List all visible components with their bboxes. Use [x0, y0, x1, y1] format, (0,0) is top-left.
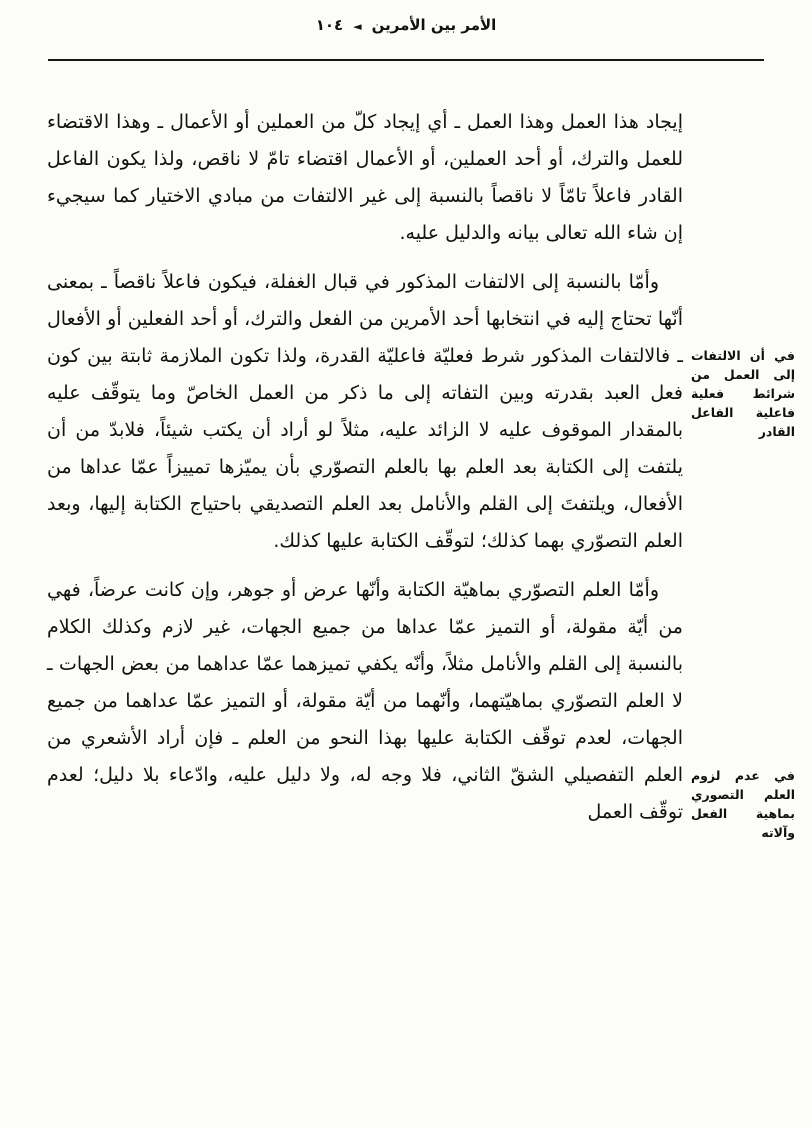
page-number: ١٠٤ — [315, 16, 344, 34]
page-header — [0, 16, 812, 34]
paragraph: إيجاد هذا العمل وهذا العمل ـ أي إيجاد كلّ من العملين أو الأعمال ـ وهذا الاقتضاء للعمل والترك، أو أحد العملين، أو الأعمال اقتضاء تامّ لا ناقص، ولذا يكون الفاعل القادر فاعلاً تامّاً لا ناقصاً بالنسبة إلى غير الالتفات من مبادي الاختيار كما سيجيء إن شاء الله تعالى بيانه والدليل عليه. — [47, 111, 683, 244]
main-text-column — [47, 104, 683, 843]
paragraph: وأمّا العلم التصوّري بماهيّة الكتابة وأنّها عرض أو جوهر، وإن كانت عرضاً، فهي من أيّة مقولة، أو التميز عمّا عداها من جميع الجهات، غير لازم وكذلك الكلام بالنسبة إلى القلم والأنامل مثلاً، وأنّه يكفي تميزهما عمّا عداهما من بعض الجهات ـ لا العلم التصوّري بماهيّتهما، وأنّهما من أيّة مقولة، أو التميز عمّا عداهما من جميع الجهات، لعدم توقّف الكتابة عليها بهذا النحو من العلم ـ فإن أراد الأشعري من العلم التفصيلي الشقّ الثاني، فلا وجه له، ولا دليل عليه، وادّعاء بلا دليل؛ لعدم توقّف العمل — [47, 579, 683, 823]
margin-note: في عدم لزوم العلم التصوري بماهية الفعل وآلاته — [691, 768, 795, 840]
book-title: الأمر بين الأمرين — [371, 16, 497, 34]
header-rule — [48, 59, 764, 61]
margin-note: في أن الالتفات إلى العمل من شرائط فعلية فاعلية الفاعل القادر — [691, 348, 795, 439]
paragraph: وأمّا بالنسبة إلى الالتفات المذكور في قبال الغفلة، فيكون فاعلاً ناقصاً ـ بمعنى أنّها تحتاج إليه في انتخابها أحد الأمرين من الفعل والترك، أو أحد الفعلين أو الأفعال ـ فالالتفات المذكور شرط فعليّة فاعليّة القدرة، ولذا تكون الملازمة ثابتة بين كون فعل العبد بقدرته وبين التفاته إلى ما ذكر من العمل الخاصّ وما يتوقّف عليه بالمقدار الموقوف عليه لا الزائد عليه، مثلاً لو أراد أن يكتب شيئاً، فلابدّ من أن يلتفت إلى الكتابة بعد العلم بها بالعلم التصوّري بأن يميّزها تمييزاً عمّا عداها من الأفعال، ويلتفتَ إلى القلم والأنامل بعد العلم التصديقي باحتياج الكتابة إليها، وبعد العلم التصوّري بهما كذلك؛ لتوقّف الكتابة عليها كذلك. — [47, 271, 683, 552]
header-marker-icon: ◄ — [353, 19, 362, 33]
